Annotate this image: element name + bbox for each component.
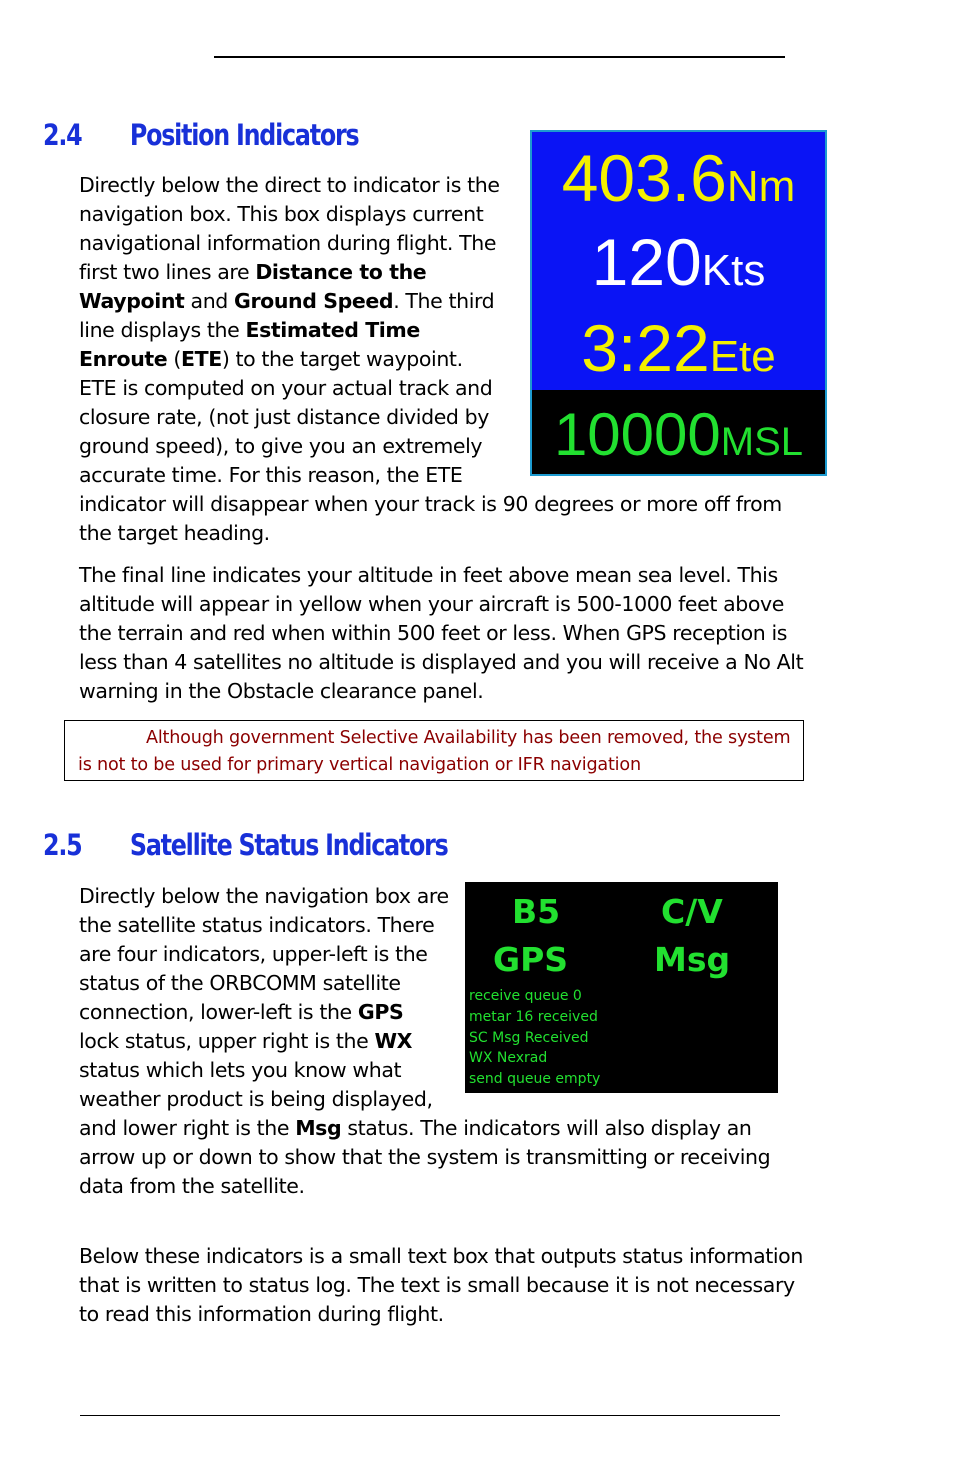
footer-rule <box>80 1415 780 1416</box>
text-run: ) to the target waypoint. ETE is computed on your actual track and closure rate, (not just distance divided by ground speed), to give you an extremely accurate time. For this reason, the ETE indicator will disappear when your track is 90 degrees or more off from the target heading. <box>79 347 782 545</box>
section-title: Position Indicators <box>129 118 359 152</box>
note-box <box>64 720 804 781</box>
speed-unit: Kts <box>701 246 766 295</box>
ete-value: 3:22 <box>581 311 710 385</box>
status-log-line: metar 16 received <box>469 1008 598 1025</box>
term-msg: Msg <box>295 1116 342 1140</box>
altitude-value: 10000 <box>553 401 721 468</box>
text-run: Directly below the direct to indicator is the navigation box. This box displays current navigational information during flight. The first two lines are <box>79 173 500 284</box>
distance-value: 403.6 <box>561 141 727 215</box>
text-run: status which lets you know what weather product is being displayed, and lower right is the <box>79 1058 433 1140</box>
ete-unit: Ete <box>709 332 776 381</box>
term-estimated-time-enroute: Estimated Time Enroute <box>79 318 420 371</box>
text-run: . The third line displays the <box>79 289 495 342</box>
term-gps: GPS <box>357 1000 404 1024</box>
orbcomm-status-indicator: B5 <box>512 892 561 931</box>
wrap-spacer <box>502 171 804 476</box>
text-run: Directly below the navigation box are the satellite status indicators. There are four indicators, upper-left is the status of the ORBCOMM satellite connection, lower-left is the <box>79 884 449 1024</box>
term-ete: ETE <box>181 347 222 371</box>
section-heading-position-indicators <box>43 118 358 152</box>
text-run: ( <box>167 347 182 371</box>
text-run: lock status, upper right is the <box>79 1029 375 1053</box>
wrap-spacer <box>449 882 804 1104</box>
status-log-line: SC Msg Received <box>469 1029 589 1046</box>
note-text: Although government Selective Availability has been removed, the system is not to be used for primary vertical navigation or IFR navigation <box>78 728 791 775</box>
status-log-line: WX Nexrad <box>469 1050 548 1067</box>
section-heading-satellite-status <box>43 828 448 862</box>
speed-value: 120 <box>591 225 702 299</box>
position-indicators-paragraph-1 <box>79 171 804 548</box>
status-log-line: receive queue 0 <box>469 988 582 1004</box>
section-number: 2.4 <box>43 118 82 152</box>
distance-unit: Nm <box>726 162 796 211</box>
satellite-status-paragraph-1 <box>79 882 804 1201</box>
altitude-unit: MSL <box>720 420 804 464</box>
section-number: 2.5 <box>43 828 82 862</box>
section-title: Satellite Status Indicators <box>129 828 448 862</box>
status-log-line: send queue empty <box>469 1071 601 1088</box>
satellite-status-paragraph-2: Below these indicators is a small text box that outputs status information that is written to status log. The text is small because it is not necessary to read this information during flight. <box>79 1244 803 1326</box>
header-rule <box>214 56 785 58</box>
term-distance: Distance to the Waypoint <box>79 260 427 313</box>
term-wx: WX <box>374 1029 413 1053</box>
text-run: and <box>184 289 235 313</box>
wx-status-indicator: C/V <box>661 892 723 931</box>
text-run: status. The indicators will also display an arrow up or down to show that the system is transmitting or receiving data from the satellite. <box>79 1116 771 1198</box>
msg-status-indicator: Msg <box>654 940 731 979</box>
gps-status-indicator: GPS <box>493 940 569 979</box>
position-indicators-paragraph-2: The final line indicates your altitude in feet above mean sea level. This altitude will appear in yellow when your aircraft is 500-1000 feet above the terrain and red when within 500 feet or less. When GPS reception is less than 4 satellites no altitude is displayed and you will receive a No Alt warning in the Obstacle clearance panel. <box>79 563 804 703</box>
term-ground-speed: Ground Speed <box>234 289 394 313</box>
